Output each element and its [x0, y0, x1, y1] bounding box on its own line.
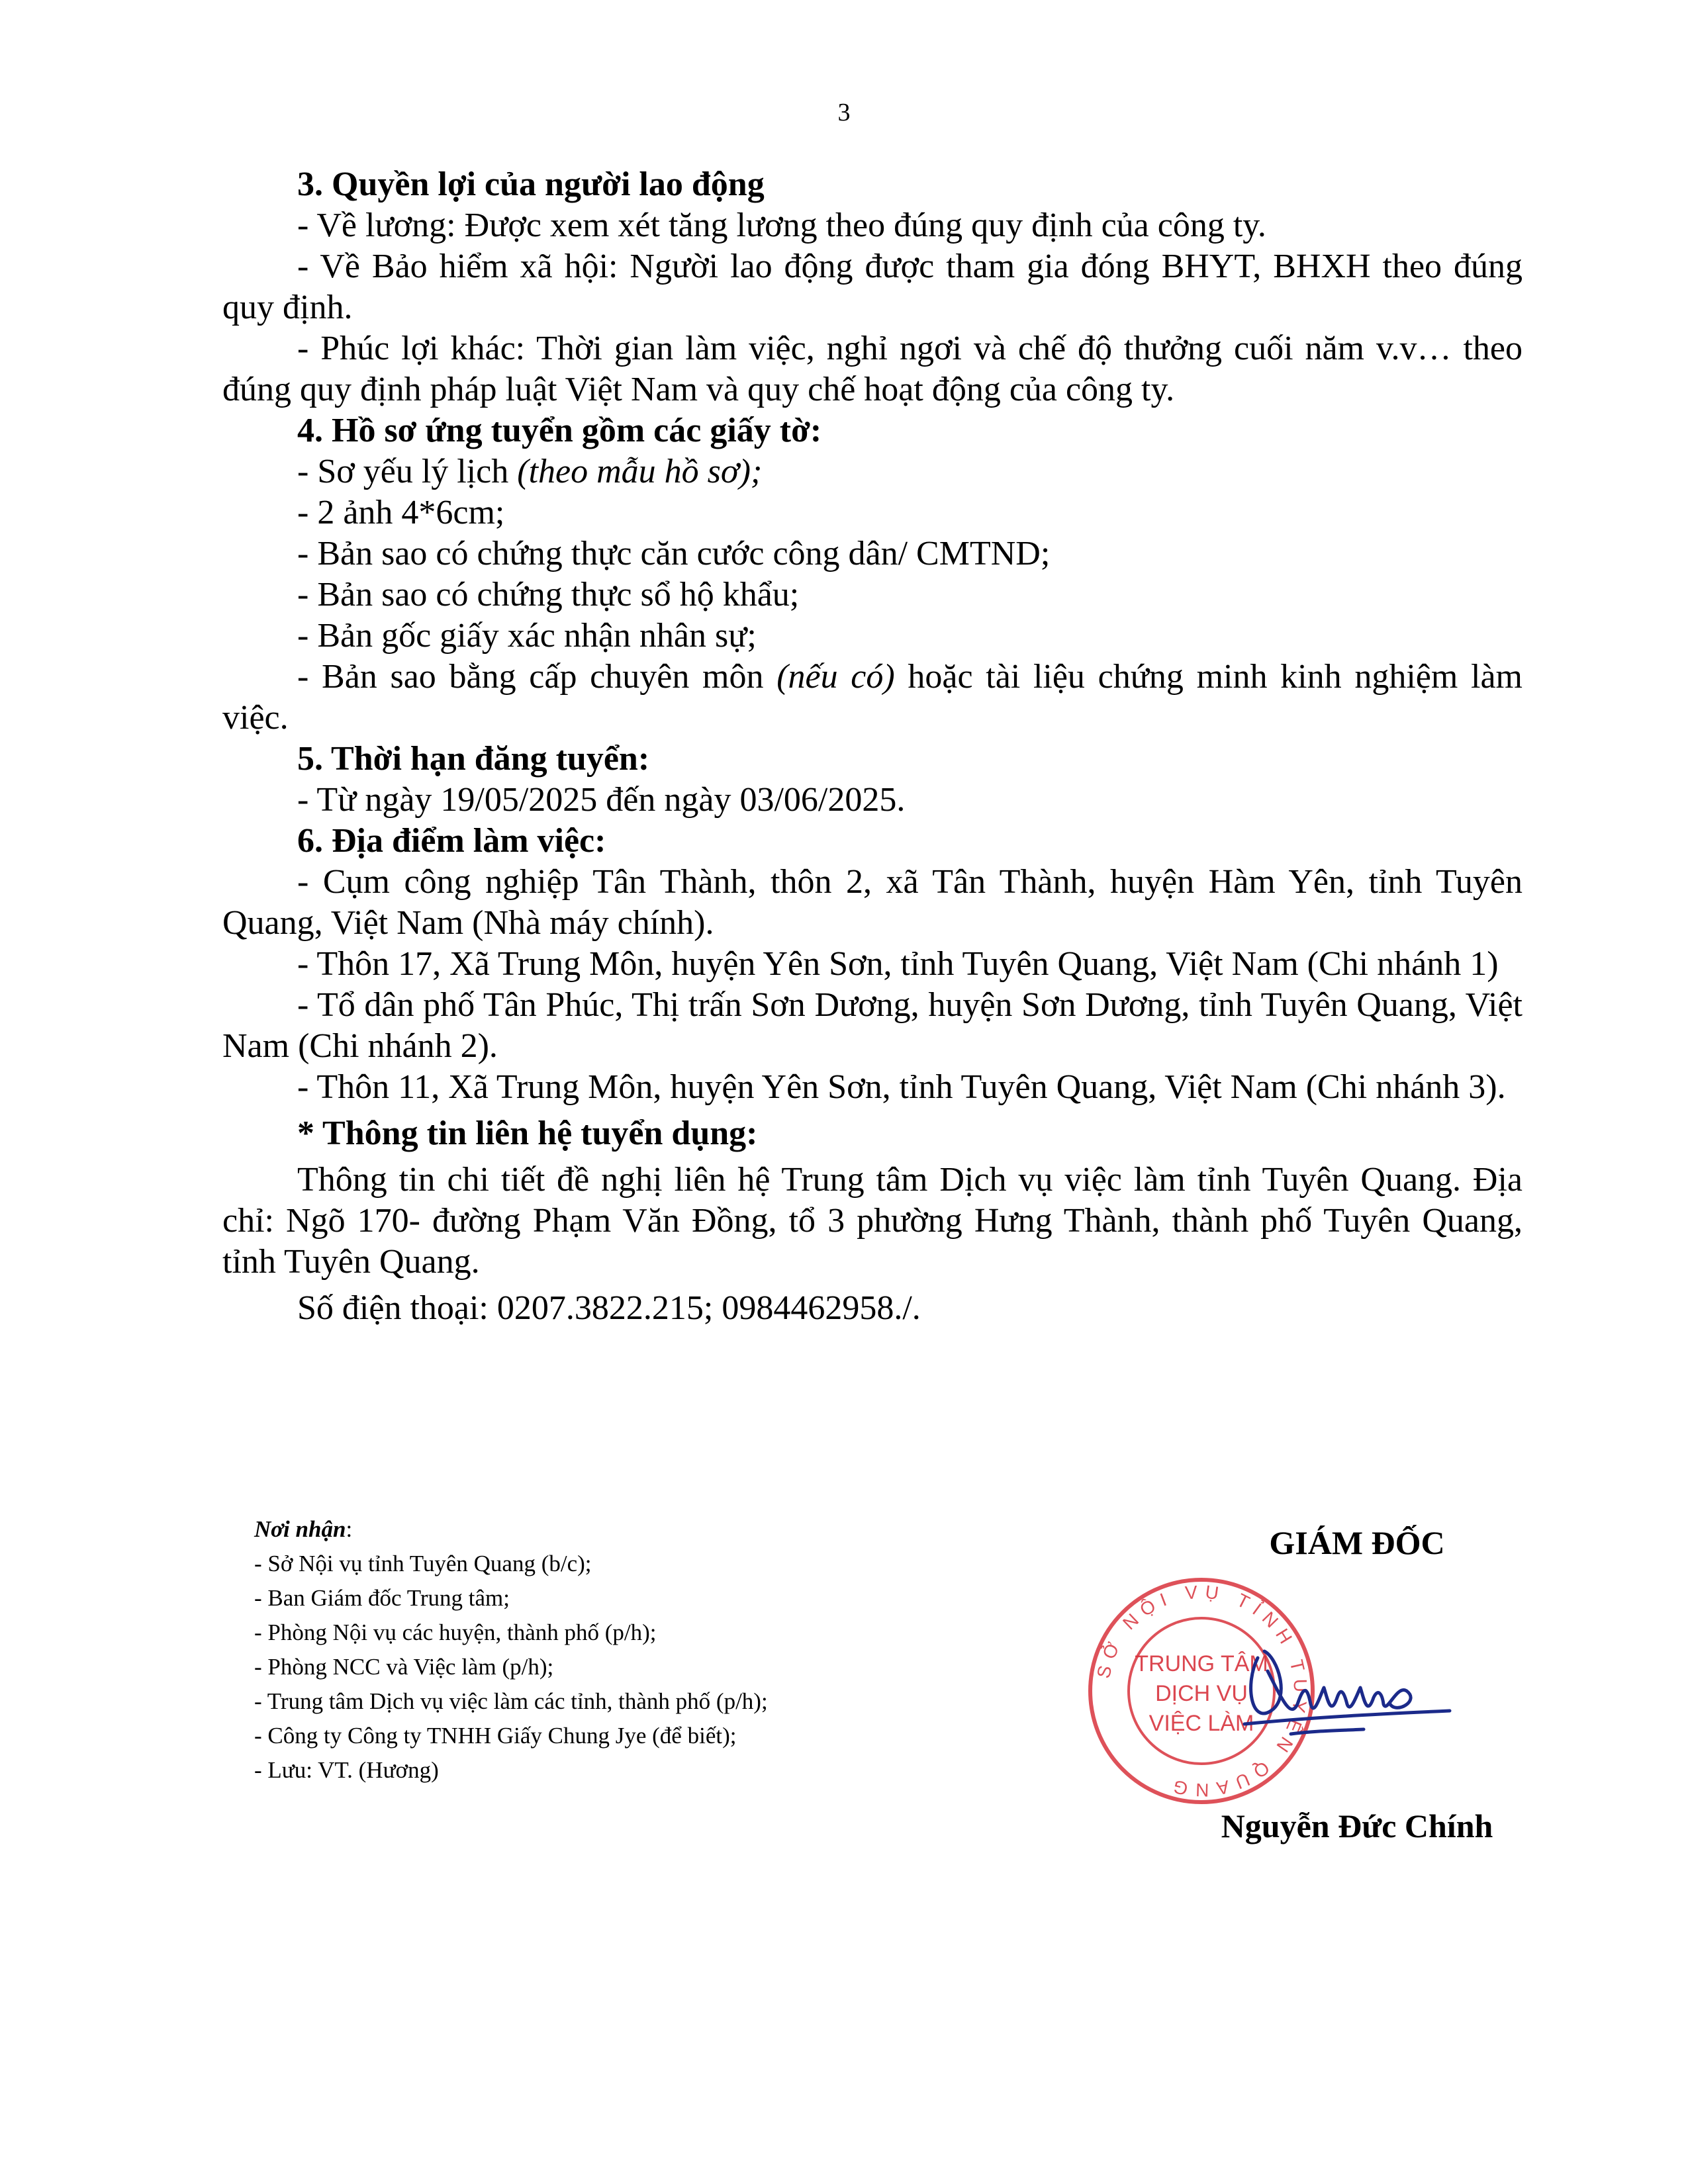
page-number: 3: [837, 99, 851, 126]
signer-name: Nguyễn Đức Chính: [1221, 1807, 1493, 1844]
section-4-heading: 4. Hồ sơ ứng tuyển gồm các giấy tờ:: [297, 412, 822, 449]
section-6-item: - Tổ dân phố Tân Phúc, Thị trấn Sơn Dương, huyện Sơn Dương, tỉnh Tuyên Quang, Việt Nam (Chi nhánh 2).: [222, 986, 1523, 1065]
recipient-item: - Lưu: VT. (Hương): [254, 1757, 439, 1783]
recipient-item: - Trung tâm Dịch vụ việc làm các tỉnh, thành phố (p/h);: [254, 1688, 768, 1714]
contact-heading: * Thông tin liên hệ tuyển dụng:: [297, 1115, 758, 1152]
section-6-item: - Thôn 17, Xã Trung Môn, huyện Yên Sơn, tỉnh Tuyên Quang, Việt Nam (Chi nhánh 1): [297, 945, 1499, 983]
recipient-item: - Sở Nội vụ tỉnh Tuyên Quang (b/c);: [254, 1551, 592, 1576]
contact-phone: Số điện thoại: 0207.3822.215; 0984462958./.: [297, 1289, 921, 1327]
section-5-item: - Từ ngày 19/05/2025 đến ngày 03/06/2025.: [297, 781, 906, 819]
recipient-item: - Phòng Nội vụ các huyện, thành phố (p/h);: [254, 1619, 657, 1645]
stamp-line-3: VIỆC LÀM: [1149, 1711, 1254, 1736]
recipients-title: Nơi nhận: [254, 1516, 346, 1542]
section-4-item: [222, 451, 1523, 492]
section-4-item: [222, 657, 1523, 739]
contact-paragraph: Thông tin chi tiết đề nghị liên hệ Trung tâm Dịch vụ việc làm tỉnh Tuyên Quang. Địa chỉ: Ngõ 170- đường Phạm Văn Đồng, tổ 3 phường Hưng Thành, thành phố Tuyên Quang, tỉnh Tuyên Quang.: [222, 1161, 1523, 1281]
signer-title: GIÁM ĐỐC: [1269, 1524, 1445, 1561]
section-4-item: - 2 ảnh 4*6cm;: [297, 494, 505, 531]
recipients-colon: :: [346, 1516, 353, 1542]
section-6-item: - Thôn 11, Xã Trung Môn, huyện Yên Sơn, tỉnh Tuyên Quang, Việt Nam (Chi nhánh 3).: [297, 1068, 1506, 1106]
item-text: hoặc tài liệu chứng minh kinh nghiệm làm việc.: [222, 658, 1523, 737]
recipient-item: - Công ty Công ty TNHH Giấy Chung Jye (để biết);: [254, 1723, 737, 1749]
section-5-heading: 5. Thời hạn đăng tuyển:: [297, 740, 650, 778]
document-body: [222, 164, 1523, 1329]
recipients-block: [254, 1512, 1015, 1788]
item-italic-note: (nếu có): [776, 658, 895, 696]
stamp-line-2: DỊCH VỤ: [1155, 1681, 1248, 1706]
section-3-item: - Về Bảo hiểm xã hội: Người lao động được tham gia đóng BHYT, BHXH theo đúng quy định.: [222, 248, 1523, 326]
item-text: - Sơ yếu lý lịch: [297, 453, 518, 490]
item-text: - Bản sao bằng cấp chuyên môn: [297, 658, 777, 696]
handwritten-signature: [1231, 1631, 1456, 1751]
recipients-title-line: [254, 1512, 1015, 1547]
recipient-item: - Phòng NCC và Việc làm (p/h);: [254, 1654, 554, 1680]
recipient-item: - Ban Giám đốc Trung tâm;: [254, 1585, 510, 1611]
section-3-heading: 3. Quyền lợi của người lao động: [297, 165, 765, 203]
section-3-item: - Phúc lợi khác: Thời gian làm việc, nghỉ ngơi và chế độ thưởng cuối năm v.v… theo đúng quy định pháp luật Việt Nam và quy chế hoạt động của công ty.: [222, 330, 1523, 408]
section-4-item: - Bản sao có chứng thực căn cước công dân/ CMTND;: [297, 535, 1051, 572]
item-italic-note: (theo mẫu hồ sơ);: [517, 453, 763, 490]
section-6-heading: 6. Địa điểm làm việc:: [297, 822, 606, 860]
section-3-item: - Về lương: Được xem xét tăng lương theo đúng quy định của công ty.: [297, 206, 1266, 244]
section-4-item: - Bản gốc giấy xác nhận nhân sự;: [297, 617, 757, 655]
section-6-item: - Cụm công nghiệp Tân Thành, thôn 2, xã Tân Thành, huyện Hàm Yên, tỉnh Tuyên Quang, Việt Nam (Nhà máy chính).: [222, 863, 1523, 942]
stamp-ring-text: SỞ NỘI VỤ TỈNH TUYÊN QUANG: [1093, 1581, 1311, 1801]
section-4-item: - Bản sao có chứng thực sổ hộ khẩu;: [297, 576, 800, 614]
stamp-line-1: TRUNG TÂM: [1135, 1651, 1268, 1676]
